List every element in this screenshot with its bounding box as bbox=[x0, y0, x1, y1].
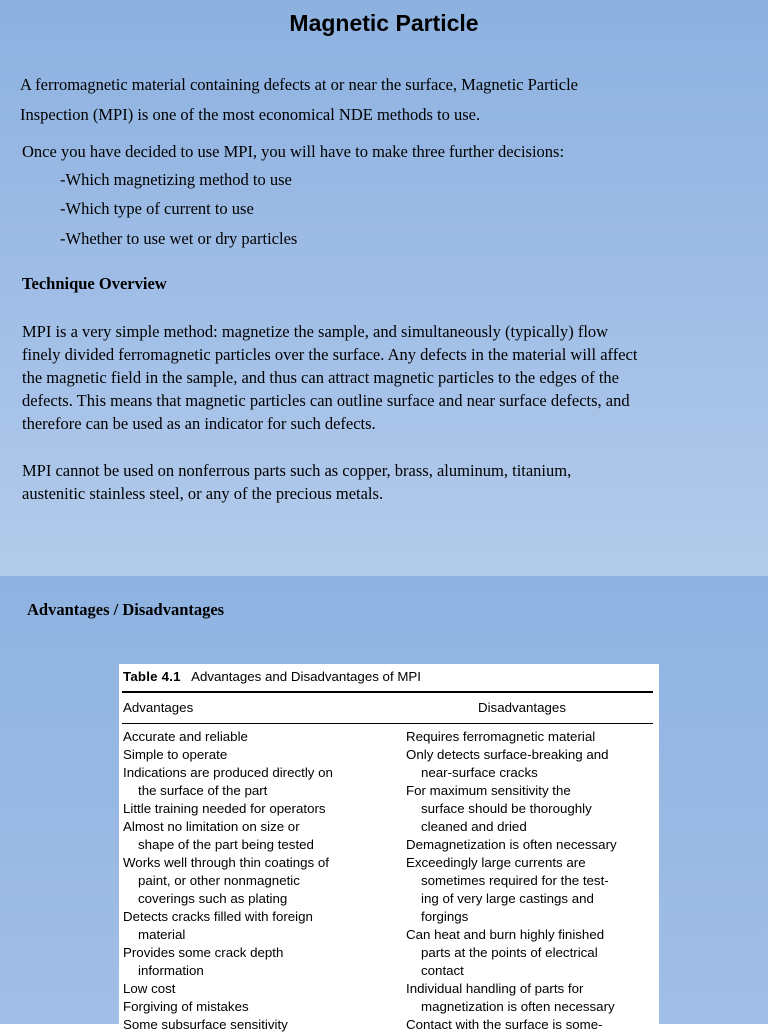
disadvantage-item: forgings bbox=[421, 909, 469, 924]
advantage-item: Detects cracks filled with foreign bbox=[123, 909, 313, 924]
advantage-item: shape of the part being tested bbox=[138, 837, 314, 852]
intro-line: Inspection (MPI) is one of the most economical NDE methods to use. bbox=[20, 105, 481, 124]
mpi-table bbox=[119, 664, 659, 1032]
disadvantage-item: ing of very large castings and bbox=[421, 891, 594, 906]
overview-line: the magnetic field in the sample, and thus can attract magnetic particles to the edges of the bbox=[22, 368, 619, 387]
disadvantages-column bbox=[406, 728, 617, 1034]
advantages-heading: Advantages / Disadvantages bbox=[27, 600, 225, 619]
technique-heading: Technique Overview bbox=[22, 274, 167, 293]
overview-line: defects. This means that magnetic particles can outline surface and near surface defects, and bbox=[22, 391, 630, 410]
column-header-advantages: Advantages bbox=[123, 700, 194, 715]
overview-line: finely divided ferromagnetic particles over the surface. Any defects in the material will affect bbox=[22, 345, 638, 364]
advantage-item: Almost no limitation on size or bbox=[123, 819, 300, 834]
limitation-line: MPI cannot be used on nonferrous parts such as copper, brass, aluminum, titanium, bbox=[22, 461, 572, 480]
advantage-item: Little training needed for operators bbox=[123, 801, 326, 816]
limitation-line: austenitic stainless steel, or any of the precious metals. bbox=[22, 484, 384, 503]
advantage-item: Accurate and reliable bbox=[123, 729, 248, 744]
limitation-paragraph bbox=[22, 459, 757, 505]
disadvantage-item: Only detects surface-breaking and bbox=[406, 747, 609, 762]
disadvantage-item: Exceedingly large currents are bbox=[406, 855, 586, 870]
disadvantage-item: Can heat and burn highly finished bbox=[406, 927, 605, 942]
advantage-item: Some subsurface sensitivity bbox=[123, 1017, 288, 1032]
advantage-item: Forgiving of mistakes bbox=[123, 999, 249, 1014]
decision-item: -Which magnetizing method to use bbox=[60, 170, 292, 189]
overview-line: therefore can be used as an indicator for such defects. bbox=[22, 414, 376, 433]
advantages-column bbox=[123, 728, 333, 1034]
intro-line: A ferromagnetic material containing defects at or near the surface, Magnetic Particle bbox=[20, 75, 578, 94]
advantage-item: paint, or other nonmagnetic bbox=[138, 873, 300, 888]
disadvantage-item: contact bbox=[421, 963, 464, 978]
decision-item: -Which type of current to use bbox=[60, 199, 254, 218]
advantage-item: coverings such as plating bbox=[138, 891, 288, 906]
decisions-intro: Once you have decided to use MPI, you will have to make three further decisions: bbox=[22, 142, 565, 161]
table-title: Advantages and Disadvantages of MPI bbox=[191, 669, 421, 684]
disadvantage-item: near-surface cracks bbox=[421, 765, 538, 780]
table-label: Table 4.1 bbox=[123, 669, 181, 684]
disadvantage-item: Requires ferromagnetic material bbox=[406, 729, 596, 744]
disadvantage-item: cleaned and dried bbox=[421, 819, 527, 834]
disadvantage-item: magnetization is often necessary bbox=[421, 999, 615, 1014]
advantage-item: Provides some crack depth bbox=[123, 945, 284, 960]
advantage-item: Simple to operate bbox=[123, 747, 228, 762]
overview-paragraph bbox=[22, 320, 757, 435]
decision-item: -Whether to use wet or dry particles bbox=[60, 229, 298, 248]
overview-line: MPI is a very simple method: magnetize the sample, and simultaneously (typically) flow bbox=[22, 322, 609, 341]
disadvantage-item: Individual handling of parts for bbox=[406, 981, 584, 996]
disadvantage-item: For maximum sensitivity the bbox=[406, 783, 571, 798]
advantage-item: material bbox=[138, 927, 186, 942]
advantage-item: Low cost bbox=[123, 981, 176, 996]
table-caption bbox=[123, 669, 421, 684]
page-title: Magnetic Particle bbox=[289, 10, 479, 36]
advantage-item: the surface of the part bbox=[138, 783, 268, 798]
advantage-item: Indications are produced directly on bbox=[123, 765, 333, 780]
table-header-rule bbox=[122, 723, 653, 724]
disadvantage-item: parts at the points of electrical bbox=[421, 945, 598, 960]
column-header-disadvantages: Disadvantages bbox=[478, 700, 566, 715]
disadvantage-item: Demagnetization is often necessary bbox=[406, 837, 617, 852]
disadvantage-item: Contact with the surface is some- bbox=[406, 1017, 603, 1032]
table-top-rule bbox=[122, 691, 653, 693]
disadvantage-item: surface should be thoroughly bbox=[421, 801, 592, 816]
advantage-item: information bbox=[138, 963, 204, 978]
advantage-item: Works well through thin coatings of bbox=[123, 855, 329, 870]
disadvantage-item: sometimes required for the test- bbox=[421, 873, 609, 888]
intro-paragraph bbox=[20, 70, 755, 130]
